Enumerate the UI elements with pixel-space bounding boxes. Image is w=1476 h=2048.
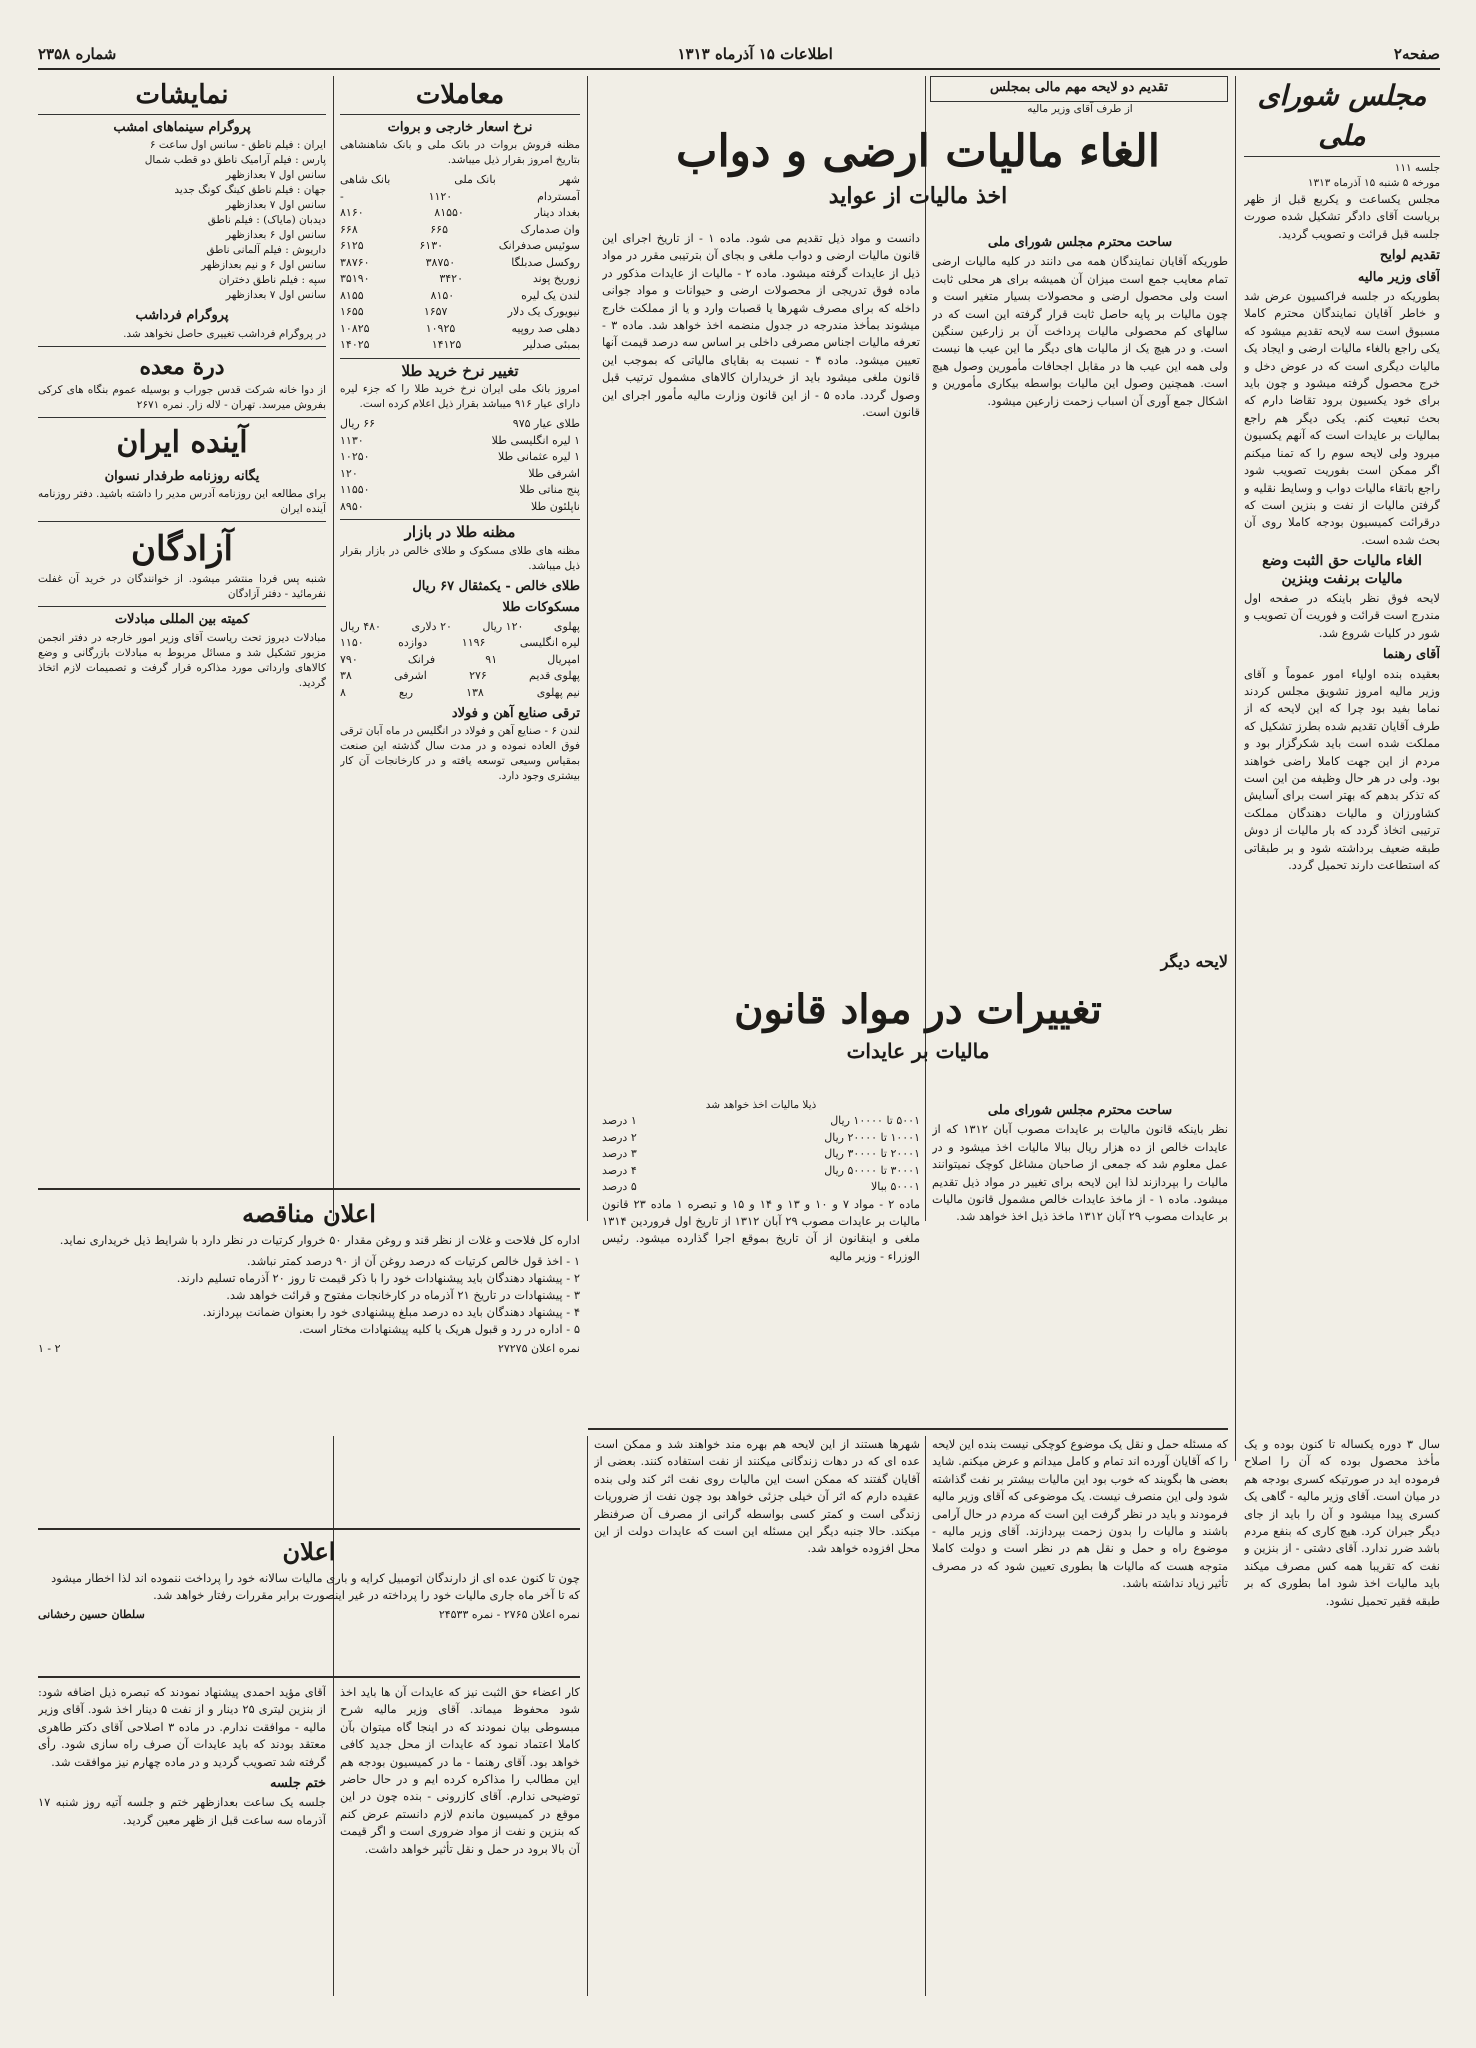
cinema-line: سانس اول ۶ و نیم بعدازظهر: [201, 259, 326, 272]
session-number: جلسه ۱۱۱: [1394, 162, 1440, 174]
cinema-line: جهان : فیلم ناطق کینگ کونگ جدید: [174, 184, 326, 197]
coin-row-cell: پهلوی قدیم: [529, 669, 580, 683]
tender-footer: نمره اعلان ۲۷۲۷۵: [497, 1342, 580, 1355]
coin-row-cell: لیره انگلیسی: [519, 636, 580, 650]
exchange-rates-table: [340, 172, 580, 354]
tax-rate-row-cell: ۳ درصد: [602, 1147, 637, 1160]
amend-title: تغییرات در مواد قانون: [734, 986, 1102, 1033]
debate-text: سال ۳ دوره یکساله تا کنون بوده و یک مأخذ محصول بوده که آن را اصلاح فرموده اید در صورتیکه کسری بودجه هم در میان است. آقای وزیر مالیه - گاهی یک کسری پیدا میشود و آن را باید از جای دیگر جبران کرد. هیچ کاری که بنفع مردم باشد ضرر ندارد. آقای دشتی - از بنزین و نفت که تقریبا همه کس مصرف میکند باید مالیات اخذ شود اما بطوری که بر طبقه فقیر تحمیل نشود.: [1244, 1437, 1440, 1608]
cinema-line: پارس : فیلم آرامیک ناطق دو قطب شمال: [144, 154, 326, 167]
debate-column-c: [340, 1684, 580, 1994]
tender-item: ۳ - پیشنهادات در تاریخ ۲۱ آذرماه در کارخانجات مفتوح و قرائت خواهد شد.: [226, 1288, 580, 1302]
gold-row: [340, 433, 580, 450]
coin-row-cell: ۳۸: [340, 669, 352, 683]
cinema-list: [38, 138, 326, 303]
coin-row-cell: ۲۷۶: [469, 669, 487, 683]
coins-table: [340, 619, 580, 702]
page-number: صفحه۲: [1393, 45, 1440, 63]
coin-row-cell: فرانک: [407, 652, 436, 666]
cinema-line: ایران : فیلم ناطق - سانس اول ساعت ۶: [149, 139, 326, 152]
ayandeh-body: برای مطالعه این روزنامه آدرس مدیر را داشته باشید. دفتر روزنامه آینده ایران: [38, 488, 326, 516]
closing-body: آقای مؤید احمدی پیشنهاد نمودند که تبصره ذیل اضافه شود: از بنزین لیتری ۲۵ دینار و از نفت ۵ دینار اخذ شود. آقای وزیر مالیه - موافقت ندارم. در ماده ۳ اصلاحی آقای دکتر طاهری معتقد بودند که باید عایدات آن صرف راه سازی شود. رأی گرفته شد تصویب گردید و در ماده چهارم نیز موافقت شد.: [38, 1685, 326, 1769]
shows-title: نمایشات: [38, 76, 326, 115]
coin-row-cell: ۱۳۸: [466, 685, 484, 699]
coin-row-cell: نیم پهلوی: [536, 685, 580, 699]
section-heading: الغاء مالیات حق الثبت وضع مالیات برنفت وبنزین: [1262, 553, 1422, 587]
gold-row-cell: ۱ لیره انگلیسی طلا: [491, 433, 580, 447]
coin-row-cell: ۷۹۰: [340, 652, 358, 666]
tax-rate-row: [602, 1146, 920, 1163]
gold-row-cell: ۶۶ ریال: [340, 417, 376, 431]
rate-row-cell: روکسل صدبلگا: [511, 255, 580, 269]
gold-rates-table: [340, 416, 580, 515]
notice-footer: نمره اعلان ۲۷۶۵ - نمره ۲۴۵۳۳: [438, 1608, 580, 1621]
speech-text: بطوریکه در جلسه فراکسیون عرض شد و خاطر آقایان نمایندگان محترم کاملا مسبوق است سه لایحه تقدیم میشود که یکی راجع بالغاء مالیات ارضی و ایجاد یک مالیات دیگری است که در عوض دخل و خرج محصول گرفته میشود و چون باید برای خود یکسیون برود تقاضا دارم که بحث تبعیت کنم. یکی دیگر هم راجع بمالیات بر عایدات است که آنهم یکسیون میرود ولی لایحه سوم را که تمنا میکنم اگر ممکن است بفوریت تصویب شود راجع باتقاء مالیات دواب و وسایط نقلیه و گرفتن مالیات از نفت و بنزین است که درقرائت کمیسیون بودجه کاملا روی آن بحث شده است.: [1244, 289, 1440, 547]
amend-address: ساحت محترم مجلس شورای ملی: [987, 1103, 1173, 1118]
gold-row-cell: ۱۱۵۵۰: [340, 483, 370, 497]
coin-row-cell: ۲۰ دلاری: [411, 619, 452, 633]
commission-body: مبادلات دیروز تحت ریاست آقای وزیر امور خارجه در دفتر انجمن مزبور تشکیل شد و مسائل مربوط به مبادلات بازرگانی و وضع کالاهای وارداتی مورد مذاکره قرار گرفت و تصمیمات لازم اتخاذ گردید.: [38, 631, 326, 689]
ayandeh-title: آینده ایران: [116, 424, 248, 460]
debate-column-a: [932, 1436, 1228, 1996]
tender-notice: [38, 1196, 580, 1526]
rate-row-cell: ۳۴۲۰: [439, 272, 463, 286]
tax-rate-row-cell: ۱ درصد: [602, 1114, 637, 1127]
speech-text: بعقیده بنده اولیاء امور عموماً و آقای وزیر مالیه امروز تشویق مجلس کردند نماما بفید بود چرا که این لایحه که از طرف آقایان تقدیم شده بطرز تشکیل که مملکت شده است باید شکرگزار بود و مردم از این جهت کاملا راضی خواهند بود. ولی در هر حال وظیفه من این است که تذکر بدهم که بهتر است برای آسایش کشاورزان و مالیات دهندگان مملکت ترتیبی اتخاذ گردد که بار مالیات از دوش طبقه ضعیف برداشته شود و بر طبقاتی که استطاعت دارند تحمیل گردد.: [1244, 666, 1440, 873]
rate-row-cell: سوئیس صدفرانک: [498, 239, 580, 253]
rate-row: [340, 205, 580, 222]
coin-row-cell: ۱۱۵۰: [340, 636, 364, 650]
gold-row-cell: ناپلئون طلا: [530, 499, 580, 513]
bill-headline: [608, 124, 1228, 224]
section-rule: [588, 1428, 1228, 1430]
notice-signature: سلطان حسین رخشانی: [38, 1608, 145, 1621]
gold-row: [340, 466, 580, 483]
bill-subtitle: اخذ مالیات از عواید: [828, 183, 1008, 209]
coin-row-cell: ۸: [340, 685, 346, 699]
coin-row-cell: ۹۱: [485, 652, 498, 666]
bill-address: ساحت محترم مجلس شورای ملی: [987, 235, 1173, 250]
rate-table: [602, 1113, 920, 1196]
cinema-line: سپه : فیلم ناطق دختران: [218, 274, 326, 287]
dormeh-title: درة معده: [139, 353, 225, 380]
iron-title: ترقی صنایع آهن و فولاد: [451, 706, 580, 722]
amend-headline: [608, 984, 1228, 1094]
prog-body: در پروگرام فرداشب تغییری حاصل نخواهد شد.: [123, 327, 326, 340]
rate-row-cell: لندن یک لیره: [521, 288, 580, 302]
tender-page-mark: ۲ - ۱: [38, 1342, 61, 1355]
debate-text: کار اعضاء حق الثبت نیز که عایدات آن ها باید اخذ شود محفوظ میماند. آقای وزیر مالیه شرح مبسوطی بیان نمودند که در اینجا گاه میتوان بآن کاملا اعتماد نمود که عایدات از محل جدید کافی خواهد بود. آقای رهنما - ما در کمیسیون بودجه هم این مطالب را مذاکره کرده ایم و در حال حاضر توضیحی ندارم. آقای کازرونی - بنده چون در این موقع در کمیسیون ماندم لازم دانستم عرض کنم که بنزین و نفت از مواد ضروری است و اگر قیمت آن بالا برود در حمل و نقل تأثیر خواهد داشت.: [340, 1685, 580, 1856]
cinema-line: سانس اول ۷ بعدازظهر: [225, 169, 326, 182]
rate-row-cell: ۱۱۲۰: [428, 189, 453, 203]
coin-row: [340, 668, 580, 685]
tax-rate-row: [602, 1179, 920, 1196]
cinema-line: سانس اول ۷ بعدازظهر: [225, 289, 326, 302]
rate-row-cell: آمستردام: [537, 189, 580, 203]
rate-row-cell: ۱۴۱۲۵: [431, 338, 462, 352]
rate-row: [340, 288, 580, 305]
tender-item: ۴ - پیشنهاد دهندگان باید ده درصد مبلغ پیشنهادی خود را بعنوان ضمانت بپردازند.: [202, 1305, 580, 1319]
tax-rate-row: [602, 1130, 920, 1147]
tax-rate-row-cell: ۵۰۰۱ تا ۱۰۰۰۰ ریال: [830, 1114, 920, 1127]
section-rule: [38, 1188, 580, 1190]
gold-body: امروز بانک ملی ایران نرخ خرید طلا را که جزء لیره دارای عیار ۹۱۶ میباشد بقرار ذیل اعلام کرده است.: [340, 383, 580, 411]
rate-table-head: ذیلا مالیات اخذ خواهد شد: [705, 1099, 817, 1111]
gold-row: [340, 416, 580, 433]
tender-body: اداره کل فلاحت و غلات از نظر قند و روغن مقدار ۵۰ خروار کرتیات در نظر دارد با شرایط ذیل خریداری نماید.: [59, 1233, 580, 1247]
session-end-body: جلسه یک ساعت بعدازظهر ختم و جلسه آتیه روز شنبه ۱۷ آذرماه سه ساعت قبل از ظهر معین گردید.: [38, 1795, 326, 1827]
rate-row-cell: ۸۱۵۵: [340, 288, 364, 302]
debate-column-d: [1244, 1436, 1440, 1996]
rate-row-cell: وان صدمارک: [520, 222, 580, 236]
rate-row-cell: ۸۱۶۰: [340, 206, 364, 220]
tax-rate-row-cell: ۲ درصد: [602, 1130, 637, 1144]
rate-row-cell: ۱۶۵۵: [340, 305, 364, 319]
rate-row-cell: ۶۶۵: [430, 222, 448, 236]
rates-title: نرخ اسعار خارجی و بروات: [387, 120, 533, 135]
bill-note: لایحه فوق نظر باینکه در صفحه اول مندرج است قرائت و فوریت آن تصویب و شور در کلیات شروع شد.: [1244, 590, 1440, 640]
debate-column-b: [594, 1436, 920, 1996]
rate-row: [340, 238, 580, 255]
ayandeh-sub: یگانه روزنامه طرفدار نسوان: [104, 468, 260, 484]
coin-row: [340, 619, 580, 636]
rate-row-cell: ۱۴۰۲۵: [340, 338, 370, 352]
bazaar-title: مظنه طلا در بازار: [340, 519, 580, 541]
gold-row: [340, 499, 580, 516]
tax-rate-row-cell: ۴ درصد: [602, 1163, 637, 1177]
rate-row-cell: ۱۰۸۲۵: [340, 321, 370, 335]
gold-row-cell: ۸۹۵۰: [340, 499, 364, 513]
rate-row-cell: -: [340, 189, 344, 203]
gold-row-cell: ۱۲۰: [340, 466, 358, 480]
gold-row-cell: طلای عیار ۹۷۵: [512, 417, 580, 431]
paper-date: اطلاعات ۱۵ آذرماه ۱۳۱۳: [677, 45, 833, 63]
bazaar-body: مظنه های طلای مسکوک و طلای خالص در بازار بقرار ذیل میباشد.: [340, 544, 580, 572]
amend-footer: ماده ۲ - مواد ۷ و ۱۰ و ۱۳ و ۱۴ و ۱۵ و تبصره ۱ ماده ۲۳ قانون مالیات بر عایدات مصوب ۲۹ آبان ۱۳۱۲ از تاریخ اول فروردین ۱۳۱۴ ملغی و اینقانون از آن تاریخ بموقع اجرا گذارده میشود. رئیس الوزراء - وزیر مالیه: [602, 1196, 920, 1263]
moamelat-column: [340, 76, 580, 1201]
tender-item: ۵ - اداره در رد و قبول هریک یا کلیه پیشنهادات مختار است.: [299, 1322, 580, 1336]
rate-row: [340, 304, 580, 321]
section-rule: [38, 1676, 580, 1678]
tender-item: ۲ - پیشنهاد دهندگان باید پیشنهادات خود را با ذکر قیمت تا روز ۲۰ آذرماه تسلیم دارند.: [176, 1271, 580, 1285]
rate-row-cell: ۸۱۵۰: [430, 288, 455, 302]
coin-row-cell: ربع: [398, 685, 414, 699]
rate-row: [340, 271, 580, 288]
rate-row-cell: ۶۶۸: [340, 222, 358, 236]
rate-row: [340, 321, 580, 338]
coins-title: مسکوکات طلا: [502, 600, 580, 616]
rate-row-cell: ۱۰۹۲۵: [425, 321, 456, 335]
gold-row-cell: پنج مناتی طلا: [519, 483, 580, 497]
tender-item: ۱ - اخذ قول خالص کرتیات که درصد روغن آن از ۹۰ درصد کمتر نباشد.: [246, 1254, 580, 1268]
shows-sub: پروگرام سینماهای امشب: [113, 120, 251, 135]
speaker-name: آقای وزیر مالیه: [1357, 269, 1440, 285]
rate-row: [340, 255, 580, 272]
rate-row-cell: ۱۶۵۷: [423, 305, 448, 319]
prog-title: پروگرام فرداشب: [135, 308, 229, 324]
amend-column-2: [602, 1098, 920, 1418]
azadegan-title: آزادگان: [131, 529, 233, 570]
rate-row-cell: ۳۸۷۵۰: [425, 255, 456, 269]
iron-body: لندن ۶ - صنایع آهن و فولاد در انگلیس در ماه آبان ترقی فوق العاده نموده و در مدت سال گذشته این صنعت بمقیاس وسیعی توسعه یافته و در کارخانجات آن کار بیشتری وجود دارد.: [340, 725, 580, 783]
gold-row-cell: اشرفی طلا: [528, 466, 580, 480]
rates-note: مظنه فروش بروات در بانک ملی و بانک شاهنشاهی بتاریخ امروز بقرار ذیل میباشد.: [340, 139, 580, 167]
session-intro: مجلس یکساعت و یکربع قبل از ظهر بریاست آقای دادگر تشکیل شده صورت جلسه قبل قرائت و تصویب گردید.: [1244, 192, 1440, 241]
azadegan-body: شنبه پس فردا منتشر میشود. از خوانندگان در خرید آن غفلت نفرمائید - دفتر آزادگان: [38, 573, 326, 601]
rate-row: [340, 189, 580, 206]
moamelat-title: معاملات: [340, 76, 580, 115]
rate-row-cell: زوریخ پوند: [532, 272, 580, 286]
shows-column: [38, 76, 326, 1201]
amend-body: نظر باینکه قانون مالیات بر عایدات مصوب آبان ۱۳۱۲ که از عایدات خالص از ده هزار ریال ببالا مالیات اخذ میشود و در عمل معلوم شد که جمعی از صاحبان مشاغل کوچک نمیتوانند مالیات را بپردازند لذا این لایحه برای تغییر در مواد ذیل تقدیم میشود. ماده ۱ - از ماخذ عایدات خالص مشمول قانون مالیات بر عایدات مصوب ۲۹ آبان ۱۳۱۲ ماخذ ذیل اخذ خواهد شد.: [932, 1122, 1228, 1224]
rate-row-cell: ۳۵۱۹۰: [340, 272, 370, 286]
kicker-sub: [932, 102, 1228, 122]
cinema-line: داریوش : فیلم آلمانی ناطق: [206, 244, 326, 257]
cinema-line: سانس اول ۶ بعدازظهر: [225, 229, 326, 242]
tax-rate-row-cell: ۵ درصد: [602, 1180, 637, 1193]
amend-subtitle: مالیات بر عایدات: [846, 1039, 990, 1063]
amend-column-1: [932, 1098, 1228, 1418]
rate-row-cell: ۶۱۲۵: [340, 239, 364, 253]
coin-row-cell: پهلوی: [553, 619, 580, 633]
session-end-title: ختم جلسه: [269, 1776, 326, 1792]
rate-row-cell: بانک شاهی: [340, 173, 391, 187]
debate-text: شهرها هستند از این لایحه هم بهره مند خواهند شد و ممکن است عده ای که در دهات زندگانی میکنند از نفت استفاده کنند. بعضی از آقایان گفتند که ممکن است این مالیات روی نفت اثر کند ولی بنده عقیده دارم که اثر آن خیلی جزئی خواهد بود چون نفت از ضروریات زندگی است و کمتر کسی بواسطه گرانی از مصرف آن صرفنظر میکند. حالا جنبه دیگر این مسئله این است که عایدات دولت از این محل افزوده خواهد شد.: [594, 1437, 920, 1556]
coin-row-cell: ۱۲۰ ریال: [482, 619, 524, 633]
section-heading: تقدیم لوایح: [1379, 248, 1440, 264]
bill-kicker-sub: از طرف آقای وزیر مالیه: [1027, 103, 1133, 115]
rate-row-cell: ۸۱۵۵۰: [434, 206, 464, 220]
column-rule: [1235, 76, 1236, 1461]
issue-number: شماره ۲۳۵۸: [38, 45, 117, 63]
debate-text: که مسئله حمل و نقل یک موضوع کوچکی نیست بنده این لایحه را که آقایان آورده اند تمام و کامل میدانم و عرض میکنم. شاید بعضی ها بگویند که خوب بود این مالیات بیشتر بر نفت گذاشته شود ولی این منصرف نیست. یک موضوعی که آقای وزیر مالیه فرمودند و باید در نظر گرفت این است که مردم در حال آرامی باشند و مالیات را بدون زحمت بپردازند. آقای وزیر مالیه - موضوع راه و حمل و نقل هم در نظر است و دولت کاملا متوجه هست که مالیات ها بطوری تعیین شود که در مصرف تأثیر زیاد نداشته باشد.: [932, 1437, 1228, 1591]
notice-title: اعلان: [282, 1537, 336, 1566]
cinema-line: دیدبان (مایاک) : فیلم ناطق: [207, 214, 326, 227]
coin-row-cell: اشرفی: [394, 669, 427, 683]
speaker-name: آقای رهنما: [1382, 647, 1440, 663]
gold-row-cell: ۱ لیره عثمانی طلا: [497, 450, 580, 464]
tender-title: اعلان مناقصه: [242, 1199, 376, 1228]
rate-row-cell: بانک ملی: [454, 173, 496, 187]
coin-row-cell: ۱۱۹۶: [461, 636, 486, 650]
bazaar-line: طلای خالص - یکمثقال ۶۷ ریال: [412, 578, 580, 594]
rate-row-cell: بغداد دینار: [534, 206, 580, 220]
rate-row-cell: بمبئی صدلیر: [523, 338, 580, 352]
column-rule: [587, 76, 588, 1221]
bill-body: طوریکه آقایان نمایندگان همه می دانند در کلیه مالیات ارضی تمام معایب جمع است میزان آن همیشه برای هر محلی ثابت است ولی محصول ارضی و محصولات بسیار متغیر است و چون مالیات بر پایه حاصل ثابت قرار گرفته این است که در سالهای کم محصولی مالیات پرداخت آن بر زارعین سنگین است. و در هیچ یک از مالیات های دیگر ما این عیب ها نیست ولی همه این عیب ها در مقابل اجحافات مأمورین وصول هیچ است. همچنین وصول این مالیات بواسطه بیکاری مأمورین و اشکال جمع آوری آن اسباب زحمت زارعین میشود.: [932, 254, 1228, 408]
section-rule: [38, 1528, 580, 1530]
dormeh-body: از دوا خانه شرکت قدس جوراب و بوسیله عموم بنگاه های کرکی بفروش میرسد. تهران - لاله زار. نمره ۲۶۷۱: [38, 383, 326, 411]
rate-row: [340, 337, 580, 354]
rate-row-cell: نیویورک یک دلار: [507, 305, 580, 319]
column-rule: [587, 1436, 588, 1996]
gold-row: [340, 449, 580, 466]
notice: [38, 1534, 580, 1674]
rate-row-cell: شهر: [559, 173, 580, 187]
rate-row: [340, 222, 580, 239]
notice-body: چون تا کنون عده ای از دارندگان اتومبیل کرایه و باری مالیات سالانه خود را پرداخت ننموده اند لذا اخطار میشود که تا آخر ماه جاری مالیات خود را پرداخته در غیر اینصورت برابر مقررات رفتار خواهد شد.: [51, 1571, 580, 1602]
rate-row-cell: ۳۸۷۶۰: [340, 255, 370, 269]
bill-articles: دانست و مواد ذیل تقدیم می شود. ماده ۱ - از تاریخ اجرای این قانون مالیات ارضی و دواب ملغی و بجای آن بترتیبی مقرر در مواد ذیل از عایدات گرفته میشود. ماده ۲ - مالیات از عایدات مذکور در ماده فوق تدریجی از محصولات ارضی و حیوانات و مواد جوانی داخله که برای مصرف شهرها یا قصبات وارد و یا از مملکت خارج میشوند بمأخذ مندرجه در جدول منضمه اخذ خواهد شد. ماده ۳ - تعرفه مالیات اجناس مصرفی داخلی بر اساس سه درصد قیمت آنها تعیین میشود. ماده ۴ - نسبت به بقایای مالیاتی که بموجب این قانون ملغی میشود باید از خریداران کالاهای مشمول ترتیب قبل وصول گردد. ماده ۵ - از این قانون وزارت مالیه مأمور اجرای این قانون است.: [602, 231, 920, 420]
majlis-column: [1244, 76, 1440, 1456]
kicker-box: [930, 76, 1228, 102]
coin-row-cell: امپریال: [547, 652, 580, 666]
bill-title: الغاء مالیات ارضی و دواب: [676, 126, 1160, 177]
bill-column-2: [602, 230, 920, 870]
coin-row-cell: ۴۸۰ ریال: [340, 619, 381, 633]
column-rule: [925, 1436, 926, 1996]
tax-rate-row-cell: ۱۰۰۰۱ تا ۲۰۰۰۰ ریال: [824, 1130, 920, 1144]
session-date: مورخه ۵ شنبه ۱۵ آذرماه ۱۳۱۳: [1307, 177, 1440, 189]
page-header: [38, 40, 1440, 70]
other-bill-tag: لایحه دیگر: [1160, 952, 1228, 971]
closing-column: [38, 1684, 326, 1994]
tax-rate-row-cell: ۲۰۰۰۱ تا ۳۰۰۰۰ ریال: [824, 1147, 920, 1160]
coin-row: [340, 652, 580, 669]
rate-row-cell: دهلی صد روپیه: [511, 321, 580, 335]
gold-row: [340, 482, 580, 499]
tax-rate-row: [602, 1113, 920, 1130]
gold-row-cell: ۱۰۲۵۰: [340, 450, 370, 464]
coin-row: [340, 685, 580, 702]
coin-row: [340, 635, 580, 652]
rate-row-cell: ۶۱۳۰: [419, 239, 444, 253]
cinema-line: سانس اول ۷ بعدازظهر: [225, 199, 326, 212]
tax-rate-row-cell: ۳۰۰۰۱ تا ۵۰۰۰۰ ریال: [824, 1163, 920, 1177]
commission-title: کمیته بین المللی مبادلات: [114, 612, 250, 628]
bill-kicker: تقدیم دو لایحه مهم مالی بمجلس: [989, 80, 1169, 95]
newspaper-page: [38, 40, 1440, 2030]
rate-row: [340, 172, 580, 189]
tax-rate-row: [602, 1163, 920, 1180]
other-bill-label: [1108, 952, 1228, 974]
tax-rate-row-cell: ۵۰۰۰۱ ببالا: [870, 1180, 920, 1193]
coin-row-cell: دوازده: [398, 636, 428, 650]
gold-title: تغییر نرخ خرید طلا: [340, 358, 580, 380]
gold-row-cell: ۱۱۳۰: [340, 433, 364, 447]
column-rule: [333, 76, 334, 1221]
bill-column-1: [932, 230, 1228, 870]
tender-items: [38, 1253, 580, 1338]
majlis-masthead: مجلس شورای ملی: [1244, 76, 1440, 157]
